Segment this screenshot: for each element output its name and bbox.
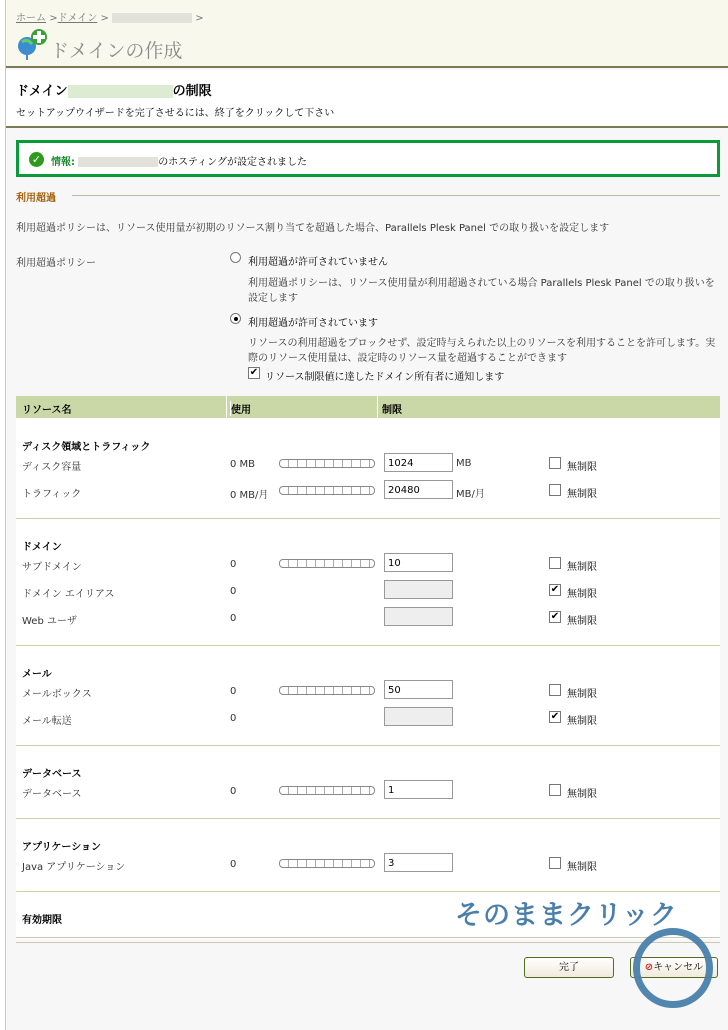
domain-add-icon: [16, 28, 48, 60]
unlimited-label[interactable]: 無制限: [567, 616, 597, 627]
cancel-label: キャンセル: [653, 962, 704, 973]
col-usage: 使用: [230, 401, 251, 416]
option-desc: 設定します: [248, 293, 298, 304]
limit-input[interactable]: 20480: [384, 480, 453, 499]
info-message: [16, 140, 720, 177]
usage-value: 0: [230, 713, 237, 724]
group-divider: [16, 891, 720, 892]
annotation-circle: [633, 928, 713, 1008]
resource-name: メール転送: [22, 716, 72, 727]
unlimited-checkbox[interactable]: [549, 684, 561, 696]
wizard-subtitle: セットアップウイザードを完了させるには、終了をクリックして下さい: [16, 108, 335, 119]
unlimited-label[interactable]: 無制限: [567, 789, 597, 800]
page-title: ドメインの作成: [50, 40, 183, 62]
unlimited-checkbox[interactable]: [549, 557, 561, 569]
unlimited-label[interactable]: 無制限: [567, 489, 597, 500]
unlimited-label[interactable]: 無制限: [567, 562, 597, 573]
limit-input[interactable]: 1: [384, 780, 453, 799]
breadcrumb-sep: >: [195, 13, 204, 24]
unlimited-checkbox[interactable]: [549, 784, 561, 796]
breadcrumb-home[interactable]: ホーム: [16, 13, 46, 24]
group-divider: [16, 518, 720, 519]
usage-bar: [279, 786, 375, 795]
breadcrumb: [16, 9, 204, 24]
usage-value: 0: [230, 586, 237, 597]
limit-input[interactable]: [384, 607, 453, 626]
breadcrumb-sep: >: [100, 13, 109, 24]
annotation-text: そのままクリック: [455, 900, 678, 931]
unlimited-checkbox[interactable]: [549, 857, 561, 869]
limit-unit: MB: [456, 458, 472, 469]
unlimited-checkbox[interactable]: ✔: [550, 584, 560, 595]
option-desc: 利用超過ポリシーは、リソース使用量が利用超過されている場合 Parallels Plesk Panel での取り扱いを: [248, 278, 715, 289]
domain-name-redacted: [78, 157, 158, 167]
option-desc: 際のリソース使用量は、設定時のリソース量を超過することができます: [248, 353, 567, 364]
usage-value: 0: [230, 559, 237, 570]
section-divider: [72, 195, 720, 196]
usage-bar: [279, 559, 375, 568]
group-title: メール: [22, 669, 52, 680]
divider: [16, 937, 720, 938]
radio-overuse-allowed[interactable]: [230, 313, 241, 324]
cancel-icon: ⊘: [644, 962, 654, 973]
title-prefix: ドメイン: [16, 84, 68, 99]
unlimited-checkbox[interactable]: ✔: [550, 711, 560, 722]
usage-value: 0: [230, 613, 237, 624]
usage-bar: [279, 859, 375, 868]
radio-overuse-not-allowed[interactable]: [230, 252, 241, 263]
radio-label[interactable]: 利用超過が許可されていません: [248, 257, 388, 268]
usage-value: 0: [230, 786, 237, 797]
radio-label[interactable]: 利用超過が許可されています: [248, 318, 378, 329]
option-desc: リソースの利用超過をブロックせず、設定時与えられた以上のリソースを利用することを許可します。実: [248, 338, 716, 349]
wizard-title: [16, 80, 212, 99]
limit-unit: MB/月: [456, 489, 485, 500]
header-divider: [226, 396, 227, 418]
group-divider: [16, 745, 720, 746]
group-title: 有効期限: [22, 915, 62, 926]
group-divider: [16, 645, 720, 646]
title-suffix: の制限: [172, 84, 212, 99]
finish-button[interactable]: 完了: [524, 957, 614, 978]
domain-name-redacted: [68, 85, 173, 98]
divider: [16, 942, 720, 943]
check-icon: ✓: [29, 152, 44, 167]
group-title: ディスク領域とトラフィック: [22, 442, 151, 453]
wizard-header: [6, 70, 728, 128]
limit-input[interactable]: 50: [384, 680, 453, 699]
usage-bar: [279, 459, 375, 468]
breadcrumb-domain-redacted[interactable]: [112, 13, 192, 23]
group-title: ドメイン: [22, 542, 62, 553]
resource-name: ドメイン エイリアス: [22, 589, 115, 600]
info-text: のホスティングが設定されました: [158, 157, 307, 168]
resource-name: データベース: [22, 789, 82, 800]
unlimited-label[interactable]: 無制限: [567, 862, 597, 873]
unlimited-checkbox[interactable]: [549, 457, 561, 469]
unlimited-label[interactable]: 無制限: [567, 462, 597, 473]
limit-input[interactable]: 10: [384, 553, 453, 572]
resource-name: メールボックス: [22, 689, 92, 700]
resource-name: ディスク容量: [22, 462, 82, 473]
resource-name: Web ユーザ: [22, 616, 77, 627]
unlimited-label[interactable]: 無制限: [567, 589, 597, 600]
usage-value: 0: [230, 859, 237, 870]
left-frame-edge: [0, 0, 6, 1030]
usage-value: 0 MB/月: [230, 490, 269, 501]
unlimited-checkbox[interactable]: ✔: [550, 611, 560, 622]
policy-label: 利用超過ポリシー: [16, 258, 96, 269]
usage-value: 0 MB: [230, 459, 256, 470]
limit-input[interactable]: [384, 580, 453, 599]
resource-name: トラフィック: [22, 489, 82, 500]
breadcrumb-sep: >: [49, 13, 58, 24]
usage-bar: [279, 486, 375, 495]
resource-name: サブドメイン: [22, 562, 82, 573]
limit-input[interactable]: [384, 707, 453, 726]
limit-input[interactable]: 3: [384, 853, 453, 872]
section-description: 利用超過ポリシーは、リソース使用量が初期のリソース割り当てを超過した場合、Parallels Plesk Panel での取り扱いを設定します: [16, 223, 610, 234]
unlimited-label[interactable]: 無制限: [567, 716, 597, 727]
limit-input[interactable]: 1024: [384, 453, 453, 472]
group-title: データベース: [22, 769, 82, 780]
header-divider: [377, 396, 378, 418]
unlimited-checkbox[interactable]: [549, 484, 561, 496]
usage-value: 0: [230, 686, 237, 697]
breadcrumb-domains[interactable]: ドメイン: [57, 13, 98, 24]
info-label: 情報:: [51, 157, 75, 168]
resource-name: Java アプリケーション: [22, 862, 126, 873]
limits-table-header: [16, 396, 720, 418]
group-divider: [16, 818, 720, 819]
col-resource: リソース名: [22, 405, 72, 416]
notify-checkbox[interactable]: ✔: [249, 367, 259, 378]
usage-bar: [279, 686, 375, 695]
notify-label[interactable]: リソース制限値に達したドメイン所有者に通知します: [265, 372, 505, 383]
group-title: アプリケーション: [22, 842, 101, 853]
col-limit: 制限: [382, 405, 402, 416]
unlimited-label[interactable]: 無制限: [567, 689, 597, 700]
section-title: 利用超過: [16, 193, 56, 204]
